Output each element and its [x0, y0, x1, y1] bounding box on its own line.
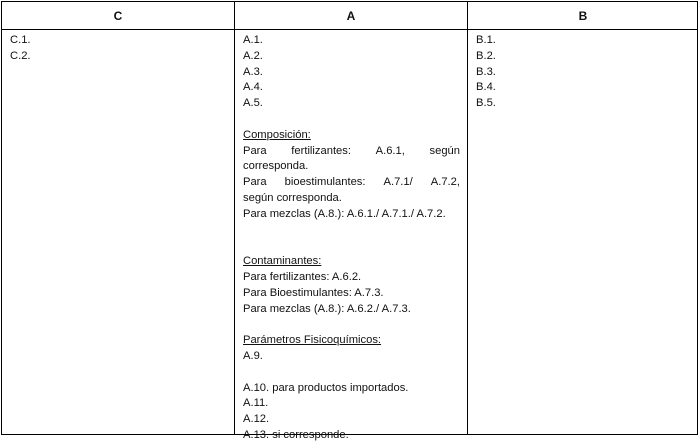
word: Para: [243, 176, 267, 189]
list-item: A.13. si corresponde.: [243, 428, 349, 441]
parametros-title: Parámetros Fisicoquímicos:: [243, 334, 382, 347]
word: A.7.1/: [383, 176, 413, 189]
contaminantes-mezclas: Para mezclas (A.8.): A.6.2./ A.7.3.: [243, 302, 411, 315]
composicion-title: Composición:: [243, 128, 311, 141]
list-item: A.12.: [243, 413, 270, 426]
composicion-mezclas: Para mezclas (A.8.): A.6.1./ A.7.1./ A.7.2.: [243, 207, 446, 220]
list-item: A.5.: [243, 97, 263, 110]
list-item: B.4.: [476, 81, 496, 94]
composicion-bioestimulantes-cont: según corresponda.: [243, 191, 342, 204]
list-item: C.2.: [10, 49, 31, 62]
column-b: [468, 2, 698, 434]
contaminantes-fertilizantes: Para fertilizantes: A.6.2.: [243, 270, 362, 283]
parametros-item: A.9.: [243, 349, 263, 362]
word: bioestimulantes:: [284, 176, 366, 189]
list-item: B.3.: [476, 65, 496, 78]
contaminantes-bioestimulantes: Para Bioestimulantes: A.7.3.: [243, 286, 384, 299]
column-a-header: A: [235, 2, 467, 30]
word: según: [429, 144, 460, 157]
list-item: A.2.: [243, 49, 263, 62]
requirements-table: [1, 1, 698, 441]
composicion-bioestimulantes-line: [243, 175, 460, 191]
column-c: [2, 2, 235, 434]
list-item: A.4.: [243, 81, 263, 94]
word: Para: [243, 144, 267, 157]
list-item: A.11.: [243, 397, 269, 410]
word: fertilizantes:: [291, 144, 351, 157]
composicion-fertilizantes-cont: corresponda.: [243, 160, 309, 173]
column-a: [235, 2, 468, 441]
list-item: B.1.: [476, 34, 496, 46]
list-item: B.2.: [476, 49, 496, 62]
list-item: A.1.: [243, 34, 263, 46]
list-item: A.10. para productos importados.: [243, 381, 409, 394]
word: A.6.1,: [375, 144, 405, 157]
contaminantes-title: Contaminantes:: [243, 255, 322, 268]
column-c-body: [2, 30, 234, 65]
list-item: C.1.: [10, 34, 31, 46]
composicion-fertilizantes-line: [243, 144, 460, 160]
list-item: A.3.: [243, 65, 263, 78]
column-b-header: B: [468, 2, 698, 30]
column-b-body: [468, 30, 698, 112]
column-c-header: C: [2, 2, 234, 30]
list-item: B.5.: [476, 97, 496, 110]
column-a-body: [235, 30, 467, 444]
word: A.7.2,: [430, 176, 460, 189]
